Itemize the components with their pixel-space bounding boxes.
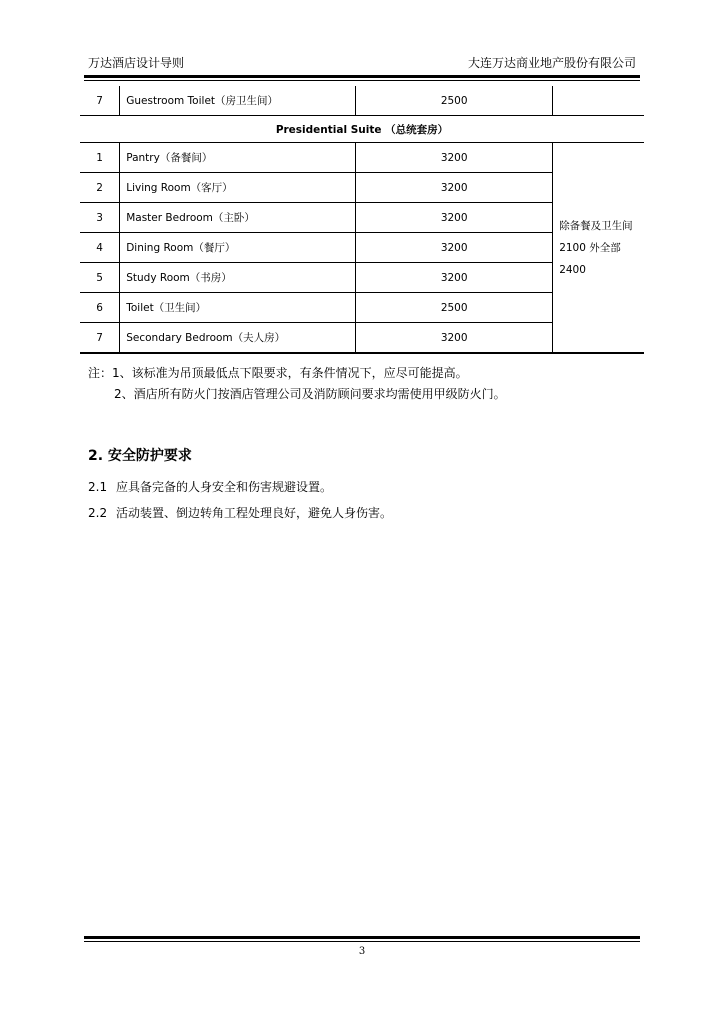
row-number: 2	[80, 173, 120, 203]
row-number: 7	[80, 86, 120, 116]
item-number: 2.1	[88, 480, 108, 494]
header-divider-thin	[84, 80, 640, 81]
merged-note: 除备餐及卫生间 2100 外全部2400	[553, 143, 644, 354]
row-number: 5	[80, 263, 120, 293]
height-value: 2500	[356, 293, 553, 323]
room-name: Toilet（卫生间）	[120, 293, 356, 323]
row-number: 3	[80, 203, 120, 233]
room-name: Master Bedroom（主卧）	[120, 203, 356, 233]
footer-divider	[84, 936, 640, 939]
ceiling-height-table	[80, 86, 644, 354]
room-name: Secondary Bedroom（夫人房）	[120, 323, 356, 354]
table-row	[80, 86, 644, 116]
section-title: Presidential Suite （总统套房）	[80, 116, 644, 143]
section-row	[80, 116, 644, 143]
note-line-2: 2、酒店所有防火门按酒店管理公司及消防顾问要求均需使用甲级防火门。	[114, 387, 506, 401]
section-heading: 2. 安全防护要求	[88, 448, 192, 464]
height-value: 3200	[356, 263, 553, 293]
row-number: 1	[80, 143, 120, 173]
height-value: 2500	[356, 86, 553, 116]
row-number: 6	[80, 293, 120, 323]
room-name: Guestroom Toilet（房卫生间）	[120, 86, 356, 116]
header-document-title: 万达酒店设计导则	[88, 56, 185, 70]
row-number: 4	[80, 233, 120, 263]
row-note	[553, 86, 644, 116]
item-text: 应具备完备的人身安全和伤害规避设置。	[116, 480, 333, 494]
list-item	[88, 478, 332, 495]
room-name: Living Room（客厅）	[120, 173, 356, 203]
header-divider	[84, 75, 640, 78]
note-line-1: 注：1、该标准为吊顶最低点下限要求，有条件情况下，应尽可能提高。	[88, 366, 468, 380]
item-text: 活动装置、倒边转角工程处理良好，避免人身伤害。	[116, 506, 393, 520]
table-notes	[88, 363, 506, 405]
height-value: 3200	[356, 233, 553, 263]
table-row	[80, 143, 644, 173]
item-number: 2.2	[88, 506, 108, 520]
header-company-name: 大连万达商业地产股份有限公司	[467, 56, 636, 70]
height-value: 3200	[356, 203, 553, 233]
room-name: Study Room（书房）	[120, 263, 356, 293]
height-value: 3200	[356, 143, 553, 173]
room-name: Dining Room（餐厅）	[120, 233, 356, 263]
room-name: Pantry（备餐间）	[120, 143, 356, 173]
page-number: 3	[358, 946, 366, 957]
list-item	[88, 504, 392, 521]
height-value: 3200	[356, 323, 553, 354]
height-value: 3200	[356, 173, 553, 203]
footer-divider-thin	[84, 941, 640, 942]
row-number: 7	[80, 323, 120, 354]
